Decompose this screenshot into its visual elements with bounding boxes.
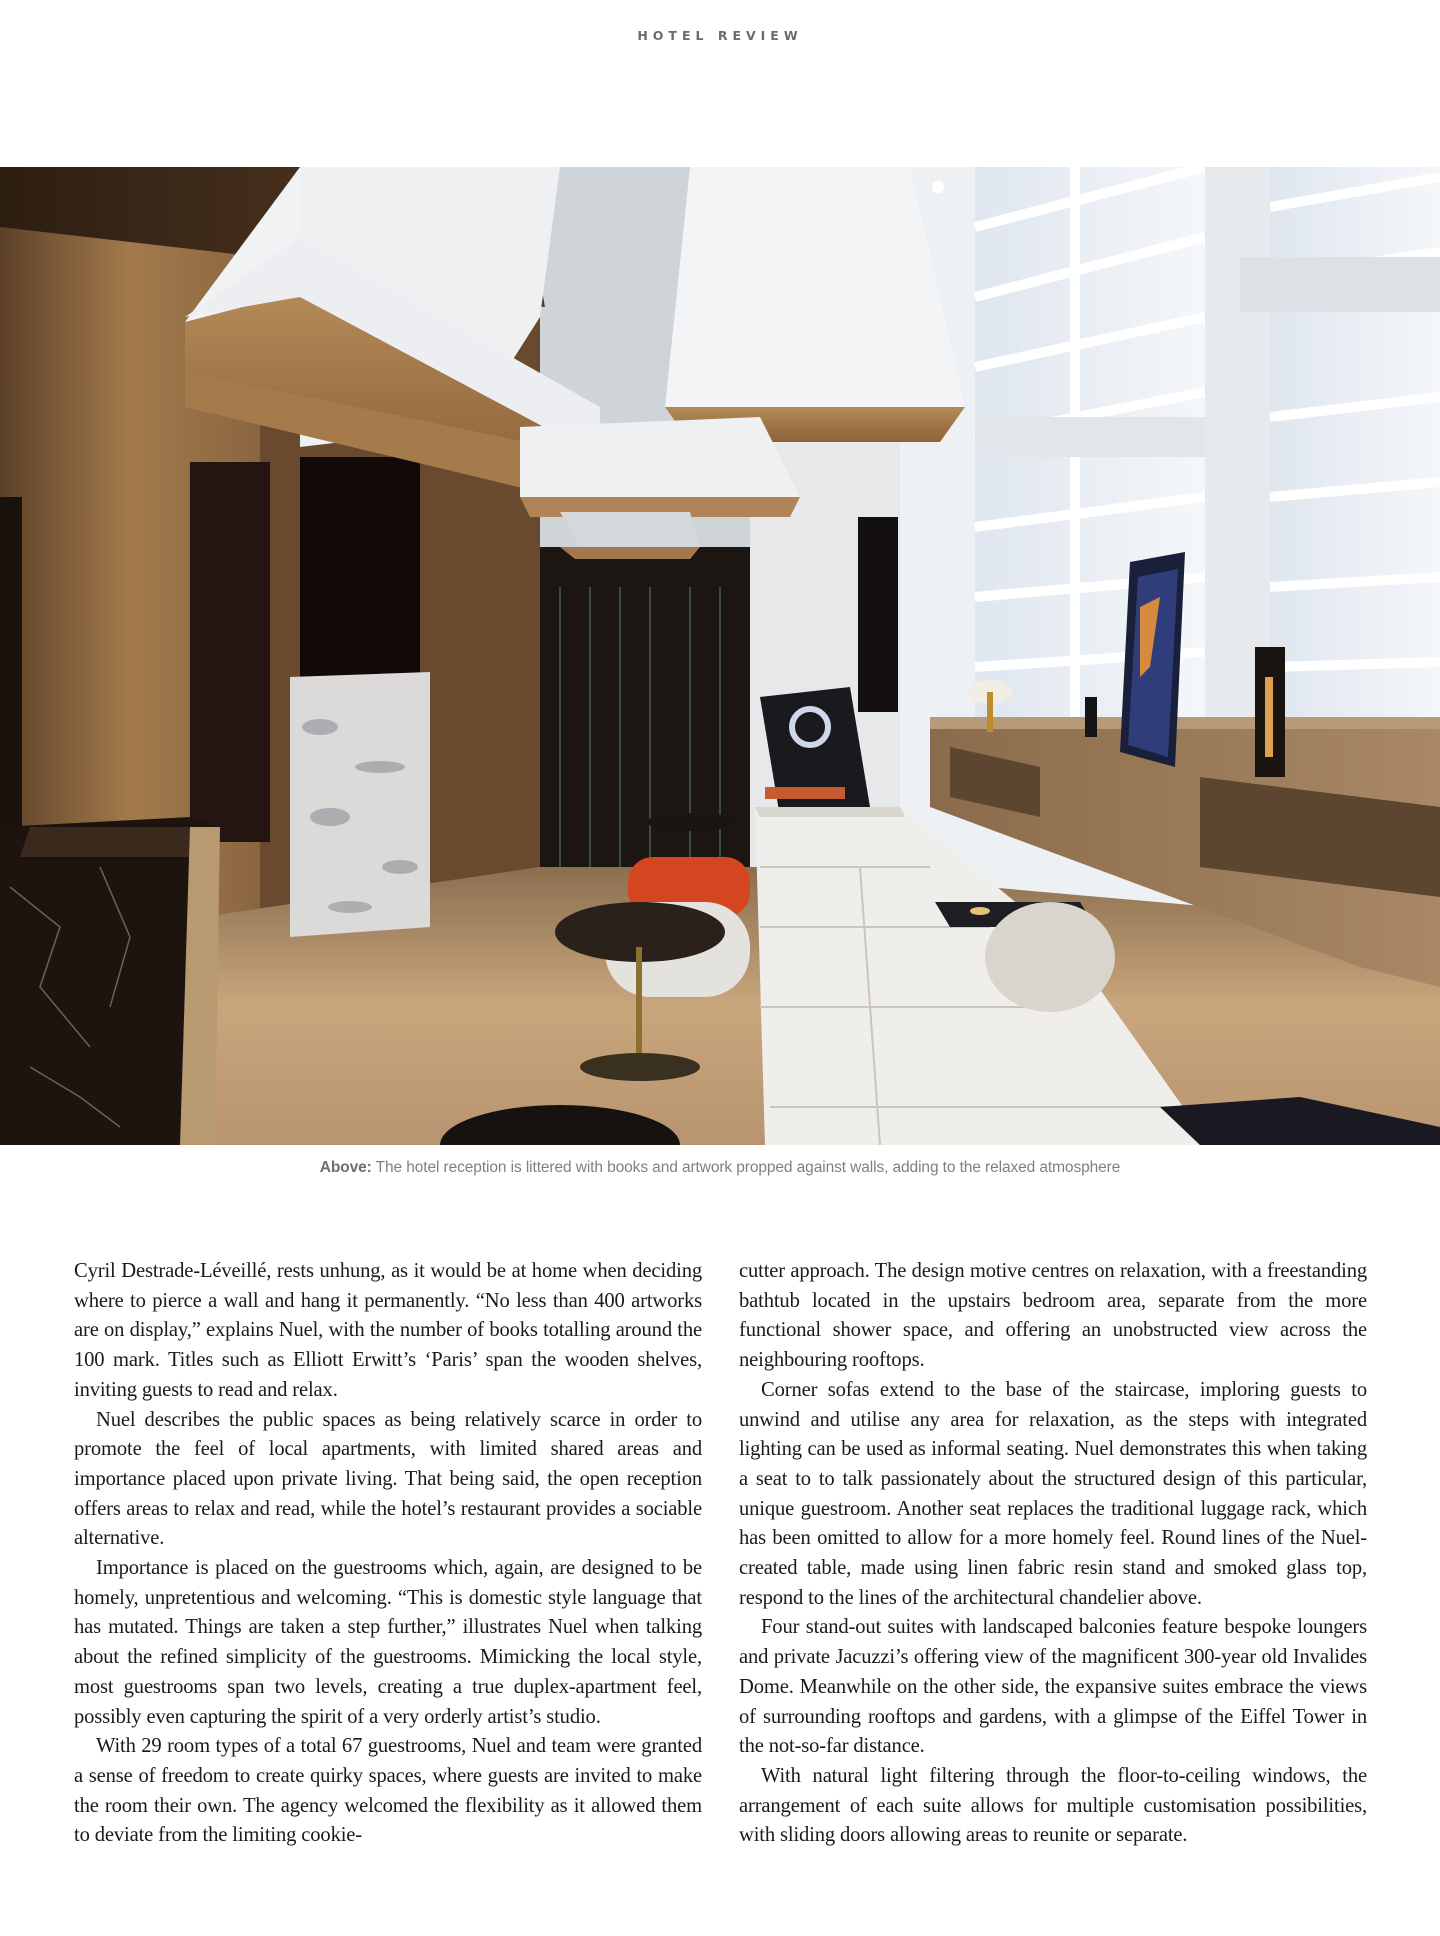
- paragraph: Cyril Destrade-Léveillé, rests unhung, as it would be at home when deciding where to pierce a wall and hang it permanently. “No less than 400 artworks are on display,” explains Nuel, with the number of books totalling around the 100 mark. Titles such as Elliott Erwitt’s ‘Paris’ span the wooden shelves, inviting guests to read and relax.: [74, 1260, 702, 1401]
- caption-text: The hotel reception is littered with books and artwork propped against walls, adding to the relaxed atmosphere: [371, 1159, 1121, 1176]
- paragraph: Importance is placed on the guestrooms which, again, are designed to be homely, unpretentious and welcoming. “This is domestic style language that has mutated. Things are taken a step further,” illustrates Nuel when talking about the refined simplicity of the guestrooms. Mimicking the local style, most guestrooms span two levels, creating a true duplex-apartment feel, possibly even capturing the spirit of a very orderly artist’s studio.: [74, 1557, 702, 1728]
- photo-image-icon: [0, 167, 1440, 1145]
- paragraph: With 29 room types of a total 67 guestrooms, Nuel and team were granted a sense of freedom to create quirky spaces, where guests are invited to make the room their own. The agency welcomed the flexibility as it allowed them to deviate from the limiting cookie-: [74, 1735, 702, 1847]
- right-column: [739, 1257, 1367, 1851]
- paragraph: With natural light filtering through the floor-to-ceiling windows, the arrangement of each suite allows for multiple customisation possibilities, with sliding doors allowing areas to reunite or separate.: [739, 1764, 1367, 1847]
- paragraph: Nuel describes the public spaces as being relatively scarce in order to promote the feel of local apartments, with limited shared areas and importance placed upon private living. That being said, the open reception offers areas to relax and read, while the hotel’s restaurant provides a sociable alternative.: [74, 1408, 702, 1550]
- paragraph: cutter approach. The design motive centres on relaxation, with a freestanding bathtub located in the upstairs bedroom area, separate from the more functional shower space, and offering an unobstructed view across the neighbouring rooftops.: [739, 1260, 1367, 1372]
- caption-label: Above:: [319, 1159, 372, 1176]
- article-body: [74, 1257, 1367, 1851]
- hero-photo: [0, 167, 1440, 1145]
- running-head: HOTEL REVIEW: [637, 28, 803, 43]
- paragraph: Four stand-out suites with landscaped balconies feature bespoke loungers and private Jacuzzi’s offering view of the magnificent 300-year old Invalides Dome. Meanwhile on the other side, the expansive suites embrace the views of surrounding rooftops and gardens, with a glimpse of the Eiffel Tower in the not-so-far distance.: [739, 1616, 1367, 1758]
- left-column: [74, 1257, 702, 1851]
- photo-caption: [0, 1159, 1440, 1177]
- paragraph: Corner sofas extend to the base of the staircase, imploring guests to unwind and utilise any area for relaxation, as the steps with integrated lighting can be used as informal seating. Nuel demonstrates this when taking a seat to to talk passionately about the structured design of this particular, unique guestroom. Another seat replaces the traditional luggage rack, which has been omitted to allow for a more homely feel. Round lines of the Nuel-created table, made using linen fabric resin stand and smoked glass top, respond to the lines of the architectural chandelier above.: [739, 1378, 1367, 1609]
